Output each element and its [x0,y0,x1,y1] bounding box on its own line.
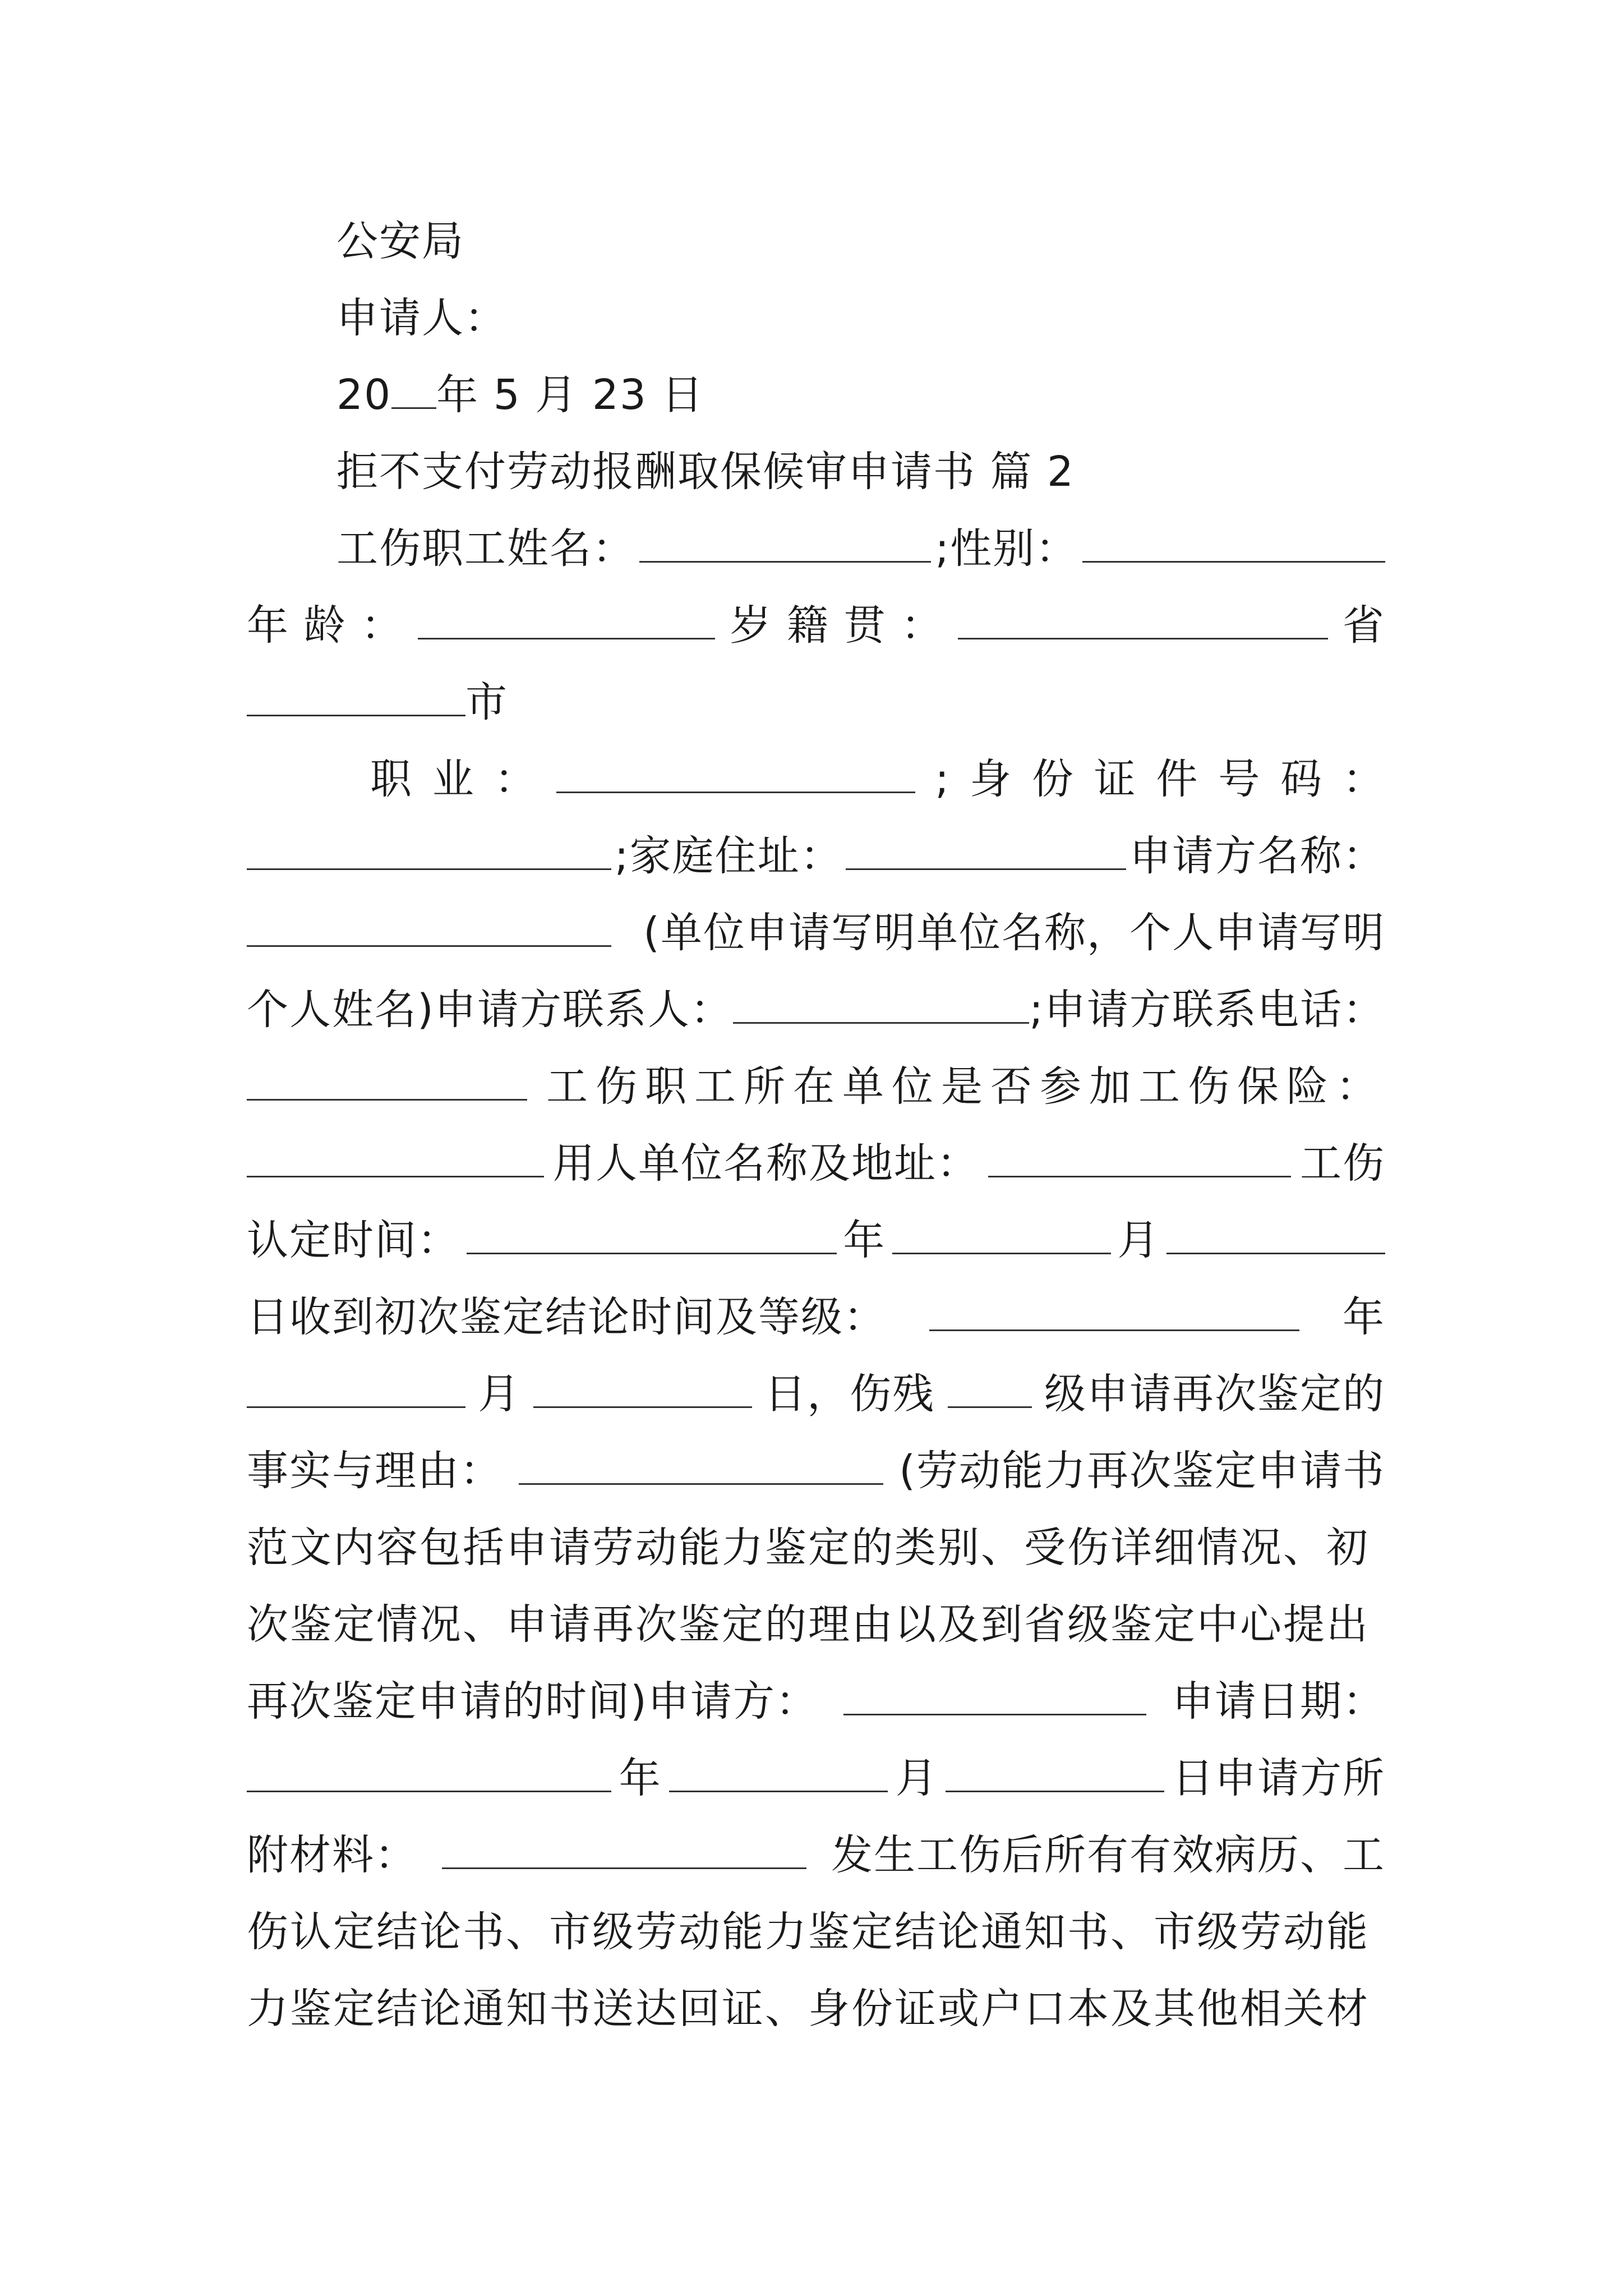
age-origin-line [247,597,1385,654]
date-year-prefix: 20 [336,371,392,419]
apply-date-label: 申请日期： [1172,1677,1385,1726]
attachments-text-2: 伤认定结论书、市级劳动能力鉴定结论通知书、市级劳动能 [247,1908,1370,1956]
recognition-year-char: 年 [843,1216,886,1264]
age-colon: ： [361,601,404,650]
apply-month-blank [669,1754,888,1792]
id-char-6: 码 [1280,755,1324,803]
contact-phone-label: ;申请方联系电话： [1029,986,1385,1034]
employer-label: 用人单位名称及地址： [553,1139,979,1188]
attachments-blank [442,1830,806,1869]
addressee-line [336,213,1385,269]
city-char: 市 [465,678,508,726]
province-char: 省 [1342,601,1385,650]
age-blank [418,601,715,639]
id-char-2: 份 [1031,755,1075,803]
occupation-id-line [370,751,1385,807]
contact-phone-blank [247,1062,527,1101]
disability-label: 日，伤残 [764,1370,935,1418]
address-line [247,828,1385,884]
recognition-time-line [247,1212,1385,1268]
note-line-2 [247,1596,1385,1653]
reasons-line [247,1443,1385,1499]
origin-char-1: 籍 [786,601,829,650]
insurance-label: 工伤职工所在单位是否参加工伤保险： [546,1062,1385,1111]
recognition-day-blank [1166,1216,1385,1254]
origin-colon: ： [901,601,944,650]
gender-blank [1082,524,1385,563]
first-appraisal-year-char: 年 [1343,1293,1385,1341]
applicant-name-note: (单位申请写明单位名称，个人申请写明 [643,909,1385,957]
employer-line [247,1135,1385,1191]
occupation-char-1: 职 [370,755,413,803]
applicant-name-line [247,905,1385,961]
applicant-label: 申请人： [336,294,507,342]
contact-person-blank [733,985,1029,1024]
date-rest: 年 5 月 23 日 [436,371,704,419]
origin-char-2: 贯 [843,601,887,650]
first-appraisal-month-blank [247,1369,465,1408]
section-title-text: 拒不支付劳动报酬取保候审申请书 篇 2 [336,448,1075,496]
note-text-1: 范文内容包括申请劳动能力鉴定的类别、受伤详细情况、初 [247,1524,1370,1572]
attachments-line-2 [247,1904,1385,1960]
applicant-name-blank [247,908,611,947]
id-number-blank [247,831,611,870]
recognition-month-char: 月 [1117,1216,1160,1264]
employer-blank [988,1139,1291,1177]
attachments-line-3 [247,1981,1385,2037]
worker-name-blank [639,524,931,563]
applicant-date-line [247,1673,1385,1729]
apply-date-fields-line [247,1750,1385,1806]
date-line [336,367,1385,423]
recognition-year-blank [467,1216,837,1254]
worker-name-label: 工伤职工姓名： [336,524,635,573]
gender-label: ;性别： [935,524,1078,573]
occupation-colon: ： [494,755,537,803]
reasons-note-start: (劳动能力再次鉴定申请书 [899,1447,1385,1495]
first-appraisal-label: 日收到初次鉴定结论时间及等级： [247,1293,886,1341]
id-colon: ： [1342,755,1385,803]
insurance-line [247,1059,1385,1115]
home-address-label: ;家庭住址： [614,832,843,880]
injury-label-start: 工伤 [1300,1139,1385,1188]
occupation-char-2: 业 [432,755,475,803]
reasons-blank [519,1446,883,1485]
recognition-month-blank [892,1216,1111,1254]
contact-person-label: 个人姓名)申请方联系人： [247,986,733,1034]
age-char-1: 年 [247,601,289,650]
apply-year-char: 年 [619,1754,662,1802]
id-char-3: 证 [1094,755,1137,803]
attachments-text-3: 力鉴定结论通知书送达回证、身份证或户口本及其他相关材 [247,1985,1370,2033]
attachments-line [247,1827,1385,1883]
month-char: 月 [478,1370,521,1418]
semicolon: ; [935,755,951,803]
apply-month-char: 月 [895,1754,938,1802]
contact-line [247,982,1385,1038]
applicant-line [336,290,1385,346]
attachments-intro: 日申请方所 [1172,1754,1385,1802]
disability-grade-line [247,1366,1385,1422]
insurance-blank [247,1139,544,1177]
name-gender-line [336,521,1385,577]
section-title [336,444,1385,500]
note-text-2: 次鉴定情况、申请再次鉴定的理由以及到省级鉴定中心提出 [247,1600,1370,1649]
note-line-1 [247,1520,1385,1576]
apply-year-blank [247,1754,611,1792]
occupation-blank [556,754,915,793]
year-blank [391,370,436,409]
applicant-sign-blank [843,1677,1146,1715]
id-char-5: 号 [1218,755,1261,803]
first-appraisal-line [247,1289,1385,1345]
applicant-name-label: 申请方名称： [1129,832,1385,880]
applicant-sign-label: 再次鉴定申请的时间)申请方： [247,1677,818,1726]
attachments-text-start: 发生工伤后所有有效病历、工 [831,1831,1385,1879]
sui-char: 岁 [730,601,773,650]
reappraisal-label: 级申请再次鉴定的 [1044,1370,1385,1418]
addressee-text: 公安局 [336,217,464,265]
province-blank [958,601,1328,639]
id-char-4: 件 [1156,755,1199,803]
id-char-1: 身 [970,755,1012,803]
reasons-label: 事实与理由： [247,1447,502,1495]
recognition-time-label: 认定时间： [247,1216,460,1264]
first-appraisal-year-blank [929,1292,1299,1331]
first-appraisal-day-blank [533,1369,752,1408]
city-blank [247,678,465,716]
attachments-label: 附材料： [247,1831,417,1879]
apply-day-blank [946,1754,1164,1792]
home-address-blank [846,831,1126,870]
city-line [247,674,1385,730]
age-char-2: 龄 [303,601,347,650]
disability-grade-blank [948,1369,1032,1408]
